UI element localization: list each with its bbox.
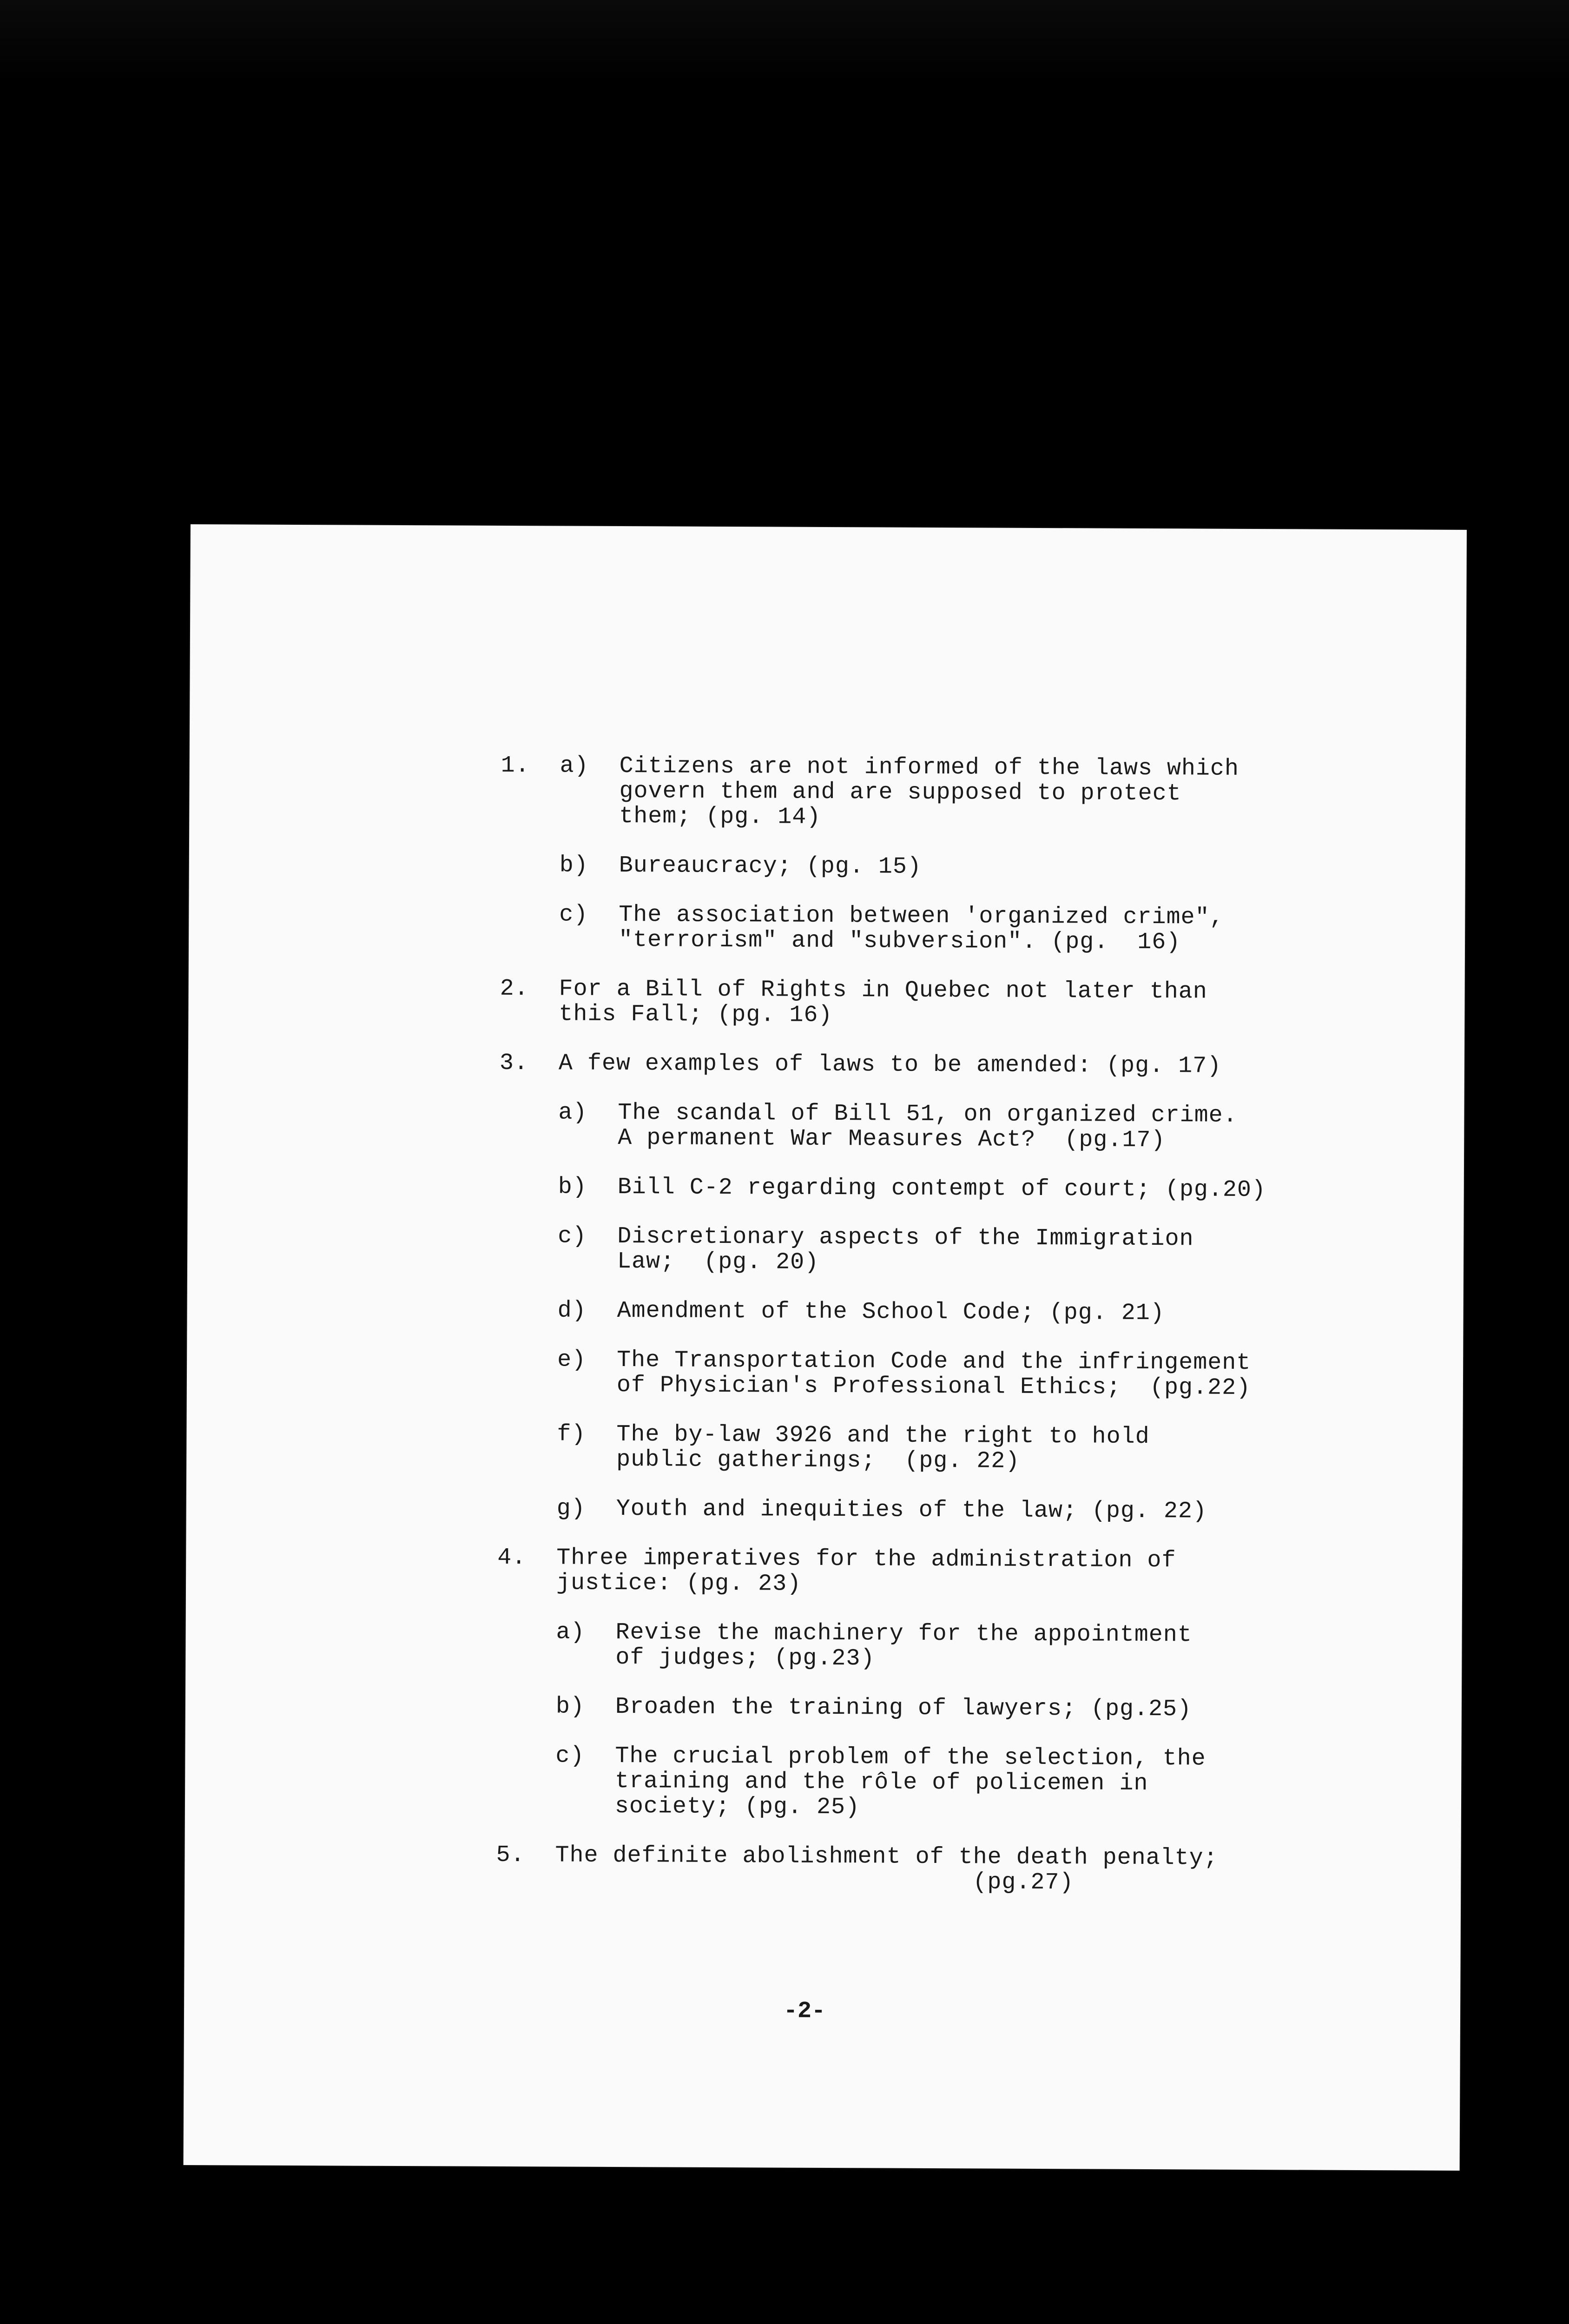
sub-item-3b	[558, 1175, 1382, 1203]
film-edge	[0, 0, 1569, 84]
sub-item-1a	[560, 753, 1384, 832]
page-number: -2-	[783, 1998, 826, 2025]
sub-letter: b)	[559, 852, 588, 879]
item-text: A few examples of laws to be amended: (pg. 17)	[558, 1050, 1222, 1080]
sub-letter: b)	[555, 1693, 585, 1720]
list-item-4	[496, 1545, 1381, 1822]
sub-letter: g)	[556, 1495, 586, 1522]
sub-text: Citizens are not informed of the laws which govern them and are supposed to protect them; (pg. 14)	[619, 753, 1239, 831]
sub-text: Broaden the training of lawyers; (pg.25)	[615, 1694, 1192, 1723]
document-body	[496, 753, 1384, 1921]
sub-text: Youth and inequities of the law; (pg. 22)	[616, 1496, 1207, 1525]
sub-letter: e)	[557, 1347, 587, 1373]
sub-item-4b	[556, 1694, 1380, 1723]
sub-text: Discretionary aspects of the Immigration Law; (pg. 20)	[617, 1223, 1194, 1276]
sub-item-1b	[560, 853, 1384, 882]
sub-item-3g	[557, 1496, 1381, 1525]
item-text: For a Bill of Rights in Quebec not later than this Fall; (pg. 16)	[559, 976, 1207, 1029]
sub-text: The association between 'organized crime", "terrorism" and "subversion". (pg. 16)	[618, 902, 1224, 956]
sub-letter: c)	[555, 1743, 585, 1769]
list-item-3	[498, 1051, 1383, 1525]
sub-text: The Transportation Code and the infringement of Physician's Professional Ethics; (pg.22)	[616, 1347, 1251, 1401]
item-number: 4.	[497, 1544, 527, 1571]
sub-item-4a	[556, 1620, 1380, 1674]
list-item-1	[500, 753, 1384, 956]
sub-letter: c)	[559, 901, 588, 928]
item-text: The definite abolishment of the death penalty; (pg.27)	[555, 1842, 1218, 1896]
sub-text: The scandal of Bill 51, on organized crime. A permanent War Measures Act? (pg.17)	[618, 1100, 1238, 1154]
sub-letter: f)	[557, 1421, 586, 1448]
list-item-2	[500, 977, 1383, 1030]
sub-letter: c)	[558, 1223, 587, 1250]
sub-item-3e	[557, 1347, 1381, 1401]
sub-letter: b)	[558, 1174, 587, 1201]
document-page	[184, 524, 1467, 2171]
sub-item-4c	[555, 1743, 1380, 1822]
item-number: 3.	[499, 1050, 529, 1077]
sub-text: The by-law 3926 and the right to hold public gatherings; (pg. 22)	[616, 1421, 1150, 1475]
sub-item-3a	[558, 1100, 1382, 1154]
sub-text: Bill C-2 regarding contempt of court; (pg.20)	[617, 1174, 1266, 1204]
sub-item-3f	[557, 1422, 1381, 1476]
sub-text: The crucial problem of the selection, the training and the rôle of policemen in society; (pg. 25)	[614, 1743, 1206, 1821]
sub-item-1c	[559, 902, 1383, 956]
sub-text: Amendment of the School Code; (pg. 21)	[617, 1298, 1165, 1327]
item-text: Three imperatives for the administration of justice: (pg. 23)	[556, 1545, 1176, 1598]
sub-letter: a)	[558, 1099, 587, 1126]
sub-item-3c	[558, 1224, 1382, 1278]
sub-text: Bureaucracy; (pg. 15)	[619, 852, 922, 880]
item-number: 2.	[500, 975, 529, 1003]
item-number: 1.	[501, 752, 530, 779]
sub-letter: a)	[556, 1619, 585, 1646]
item-number: 5.	[496, 1842, 525, 1869]
sub-letter: a)	[560, 753, 589, 779]
list-item-5	[496, 1843, 1379, 1897]
sub-item-3d	[558, 1298, 1382, 1327]
sub-text: Revise the machinery for the appointment of judges; (pg.23)	[615, 1619, 1192, 1672]
sub-letter: d)	[557, 1297, 587, 1324]
